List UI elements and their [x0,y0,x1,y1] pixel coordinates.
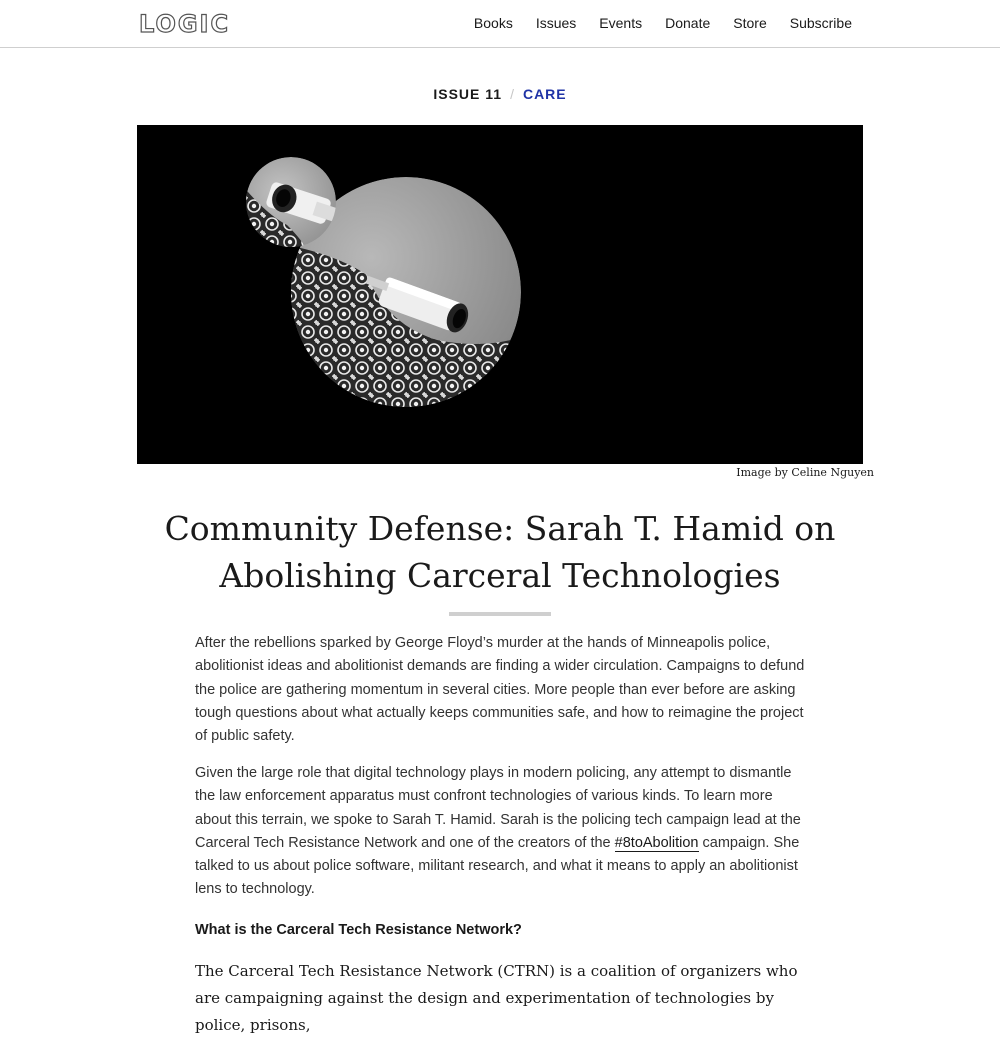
intro-paragraph: After the rebellions sparked by George Floyd’s murder at the hands of Minneapolis police, abolitionist ideas and abolitionist demands are finding a wider circulation. Campaigns to defund the police are gathering momentum in several cities. More people than ever before are asking tough questions about what actually keeps communities safe, and how to reimagine the project of public safety. [195,635,805,745]
issue-topic-link[interactable]: CARE [522,86,567,102]
hero-image [137,125,863,464]
interview-question: What is the Carceral Tech Resistance Network? [195,922,522,938]
nav-events[interactable]: Events [599,15,643,31]
nav-books[interactable]: Books [473,15,513,31]
article-title: Community Defense: Sarah T. Hamid on Abolishing Carceral Technologies [164,509,836,595]
nav-issues[interactable]: Issues [535,15,577,31]
main-nav [451,13,852,33]
site-header [0,0,1000,48]
intro-paragraph [195,762,805,902]
issue-number[interactable]: ISSUE 11 [433,86,503,102]
campaign-link[interactable]: #8toAbolition [614,834,699,851]
issue-breadcrumb [0,84,1000,104]
nav-subscribe[interactable]: Subscribe [789,15,852,31]
nav-donate[interactable]: Donate [665,15,711,31]
hero-illustration [137,125,863,464]
breadcrumb-separator: / [510,86,515,102]
image-caption: Image by Celine Nguyen [736,466,874,479]
nav-store[interactable]: Store [733,15,767,31]
title-divider [449,612,551,616]
intro-text: Given the large role that digital technology plays in modern policing, any attempt to dismantle the law enforcement apparatus must confront technologies of various kinds. To learn more about this terrain, we spoke to Sarah T. Hamid. Sarah is the policing tech campaign lead at the Carceral Tech Resistance Network and one of the creators of the [195,765,801,851]
interview-answer: The Carceral Tech Resistance Network (CTRN) is a coalition of organizers who are campaigning against the design and experimentation of technologies by police, prisons, [195,962,798,1034]
intro-text: campaign. She talked to us about police software, militant research, and what it means to apply an abolitionist lens to technology. [195,834,800,898]
logo[interactable]: LOGIC [139,10,231,38]
